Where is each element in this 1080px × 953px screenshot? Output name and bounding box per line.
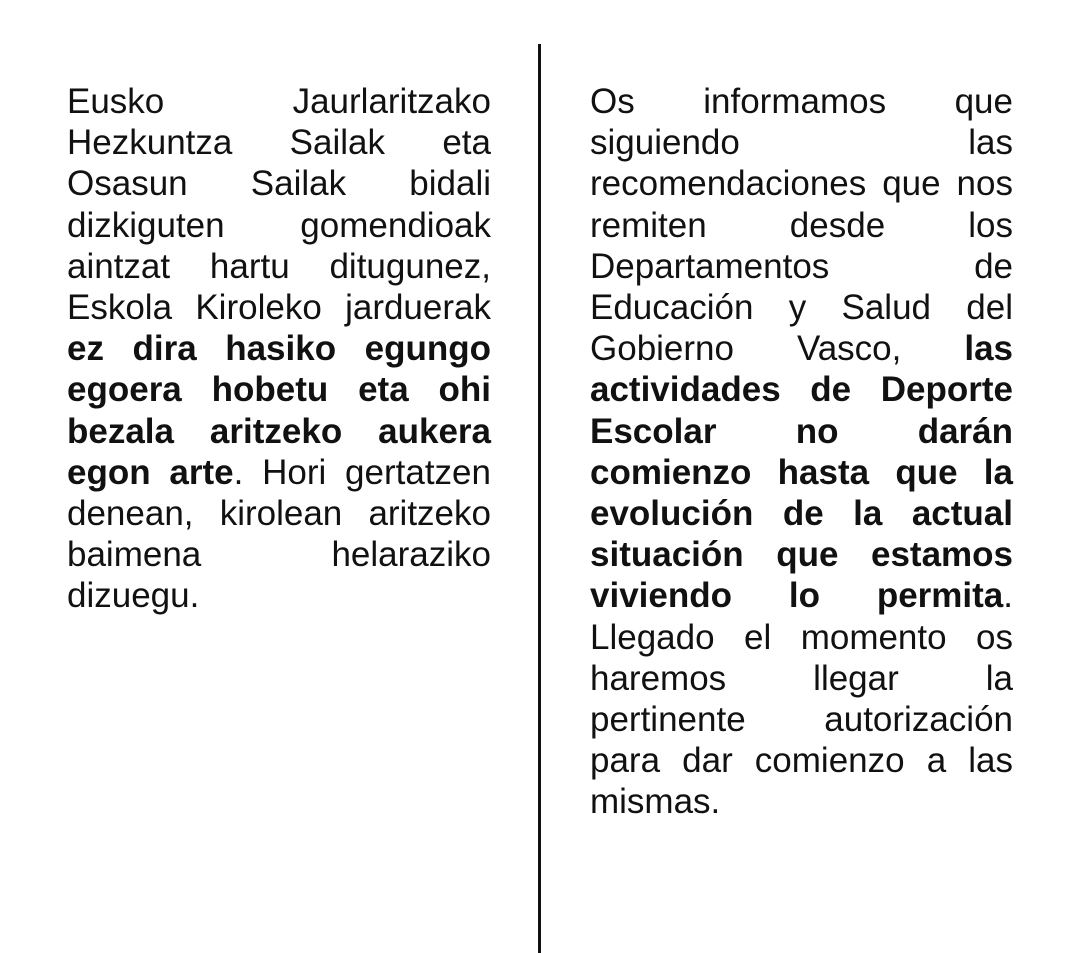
spanish-text-intro: Os informamos que siguiendo las recomendaciones que nos remiten desde los Departamentos de Educación y Salud del Gobierno Vasco, — [590, 82, 1013, 369]
column-divider — [538, 44, 541, 953]
basque-paragraph — [67, 81, 491, 617]
basque-text-intro: Eusko Jaurlaritzako Hezkuntza Sailak eta Osasun Sailak bidali dizkiguten gomendioak aintzat hartu ditugunez, Eskola Kiroleko jarduerak — [67, 82, 491, 328]
basque-text-outro: . Hori gertatzen denean, kirolean aritzeko baimena helaraziko dizuegu. — [67, 452, 491, 616]
basque-text-bold: ez dira hasiko egungo egoera hobetu eta ohi bezala aritzeko aukera egon arte — [67, 329, 491, 492]
spanish-text-outro: . Llegado el momento os haremos llegar la pertinente autorización para dar comienzo a las mismas. — [590, 576, 1013, 822]
spanish-text-bold: las actividades de Deporte Escolar no darán comienzo hasta que la evolución de la actual situación que estamos viviendo lo permita — [590, 329, 1013, 616]
spanish-paragraph — [590, 81, 1013, 823]
